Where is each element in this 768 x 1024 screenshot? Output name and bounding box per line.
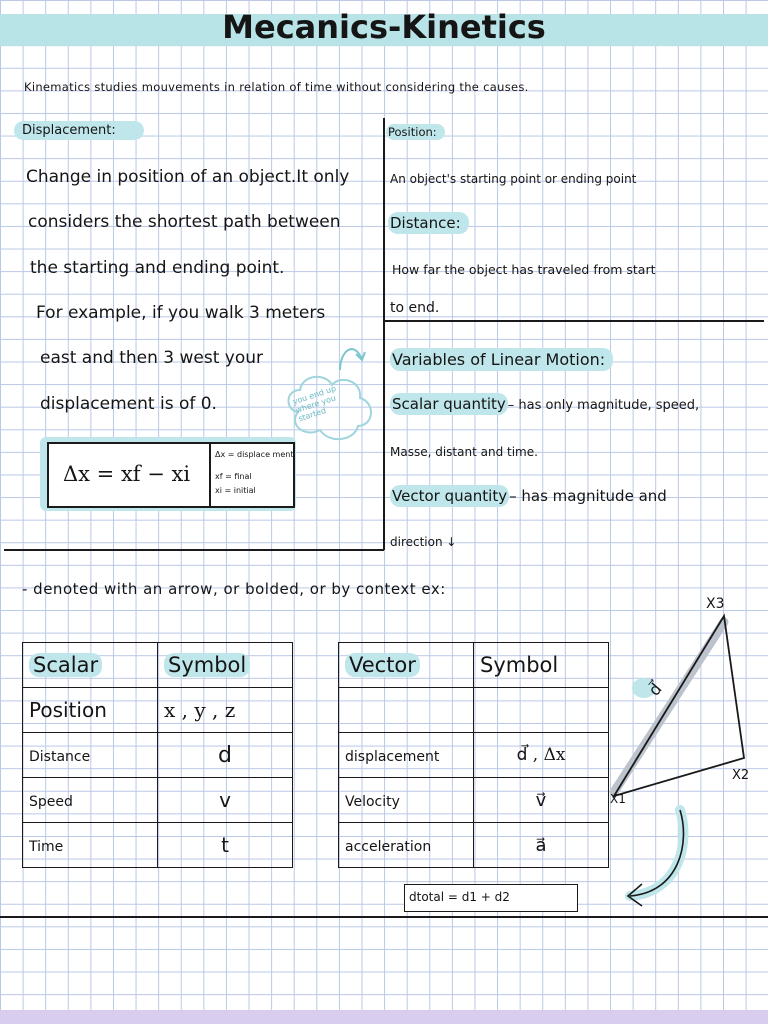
scalar-quantity-row <box>390 394 699 413</box>
table-row <box>339 733 609 778</box>
table-cell: a⃗ <box>535 834 547 856</box>
table-cell: d <box>218 742 232 768</box>
table-row <box>23 823 293 868</box>
table-row <box>23 688 293 733</box>
footer-strip <box>0 1010 768 1024</box>
table-header-symbol: Symbol <box>164 653 250 677</box>
doodle-note: you end up where you started <box>291 383 338 424</box>
vector-text: – has magnitude and <box>509 487 667 505</box>
displacement-line-5: east and then 3 west your <box>40 348 264 368</box>
formula-main: Δx = xf − xi <box>63 462 191 486</box>
displacement-line-2: considers the shortest path between <box>28 212 341 232</box>
table-row <box>339 688 609 733</box>
distance-heading: Distance: <box>388 212 469 234</box>
label-x1: X1 <box>610 792 626 806</box>
right-section-rule <box>384 320 764 322</box>
displacement-heading: Displacement: <box>14 121 144 140</box>
symbol-table-vector <box>338 642 609 868</box>
table-cell: d⃗ , Δx <box>516 745 566 765</box>
label-x3: X3 <box>706 596 725 612</box>
table-cell: x , y , z <box>164 698 236 722</box>
table-header-row <box>23 643 293 688</box>
denoted-text: - denoted with an arrow, or bolded, or by context ex: <box>22 580 446 598</box>
displacement-triangle-diagram <box>600 592 768 922</box>
scalar-text: – has only magnitude, speed, <box>507 398 700 413</box>
displacement-line-4: For example, if you walk 3 meters <box>36 303 326 323</box>
distance-line-2: to end. <box>390 300 440 316</box>
formula-legend-1: Δx = displace ment <box>215 450 294 459</box>
dtotal-text: dtotal = d1 + d2 <box>409 890 510 904</box>
table-header-vector: Vector <box>345 653 420 677</box>
table-header-row <box>339 643 609 688</box>
page-title: Mecanics-Kinetics <box>222 8 546 46</box>
vector-label: Vector quantity <box>392 487 508 505</box>
scalar-label: Scalar quantity <box>392 395 506 413</box>
table-cell: v⃗ <box>535 789 547 811</box>
table-cell: displacement <box>345 748 440 765</box>
table-cell: Position <box>29 698 107 722</box>
displacement-line-6: displacement is of 0. <box>40 394 217 414</box>
table-cell: acceleration <box>345 838 432 855</box>
table-cell: t <box>221 833 229 857</box>
vector-text-2: direction ↓ <box>390 535 457 549</box>
label-x2: X2 <box>732 768 750 783</box>
table-cell: Velocity <box>345 793 400 810</box>
table-row <box>339 823 609 868</box>
displacement-line-1: Change in position of an object.It only <box>26 167 350 187</box>
vector-quantity-row <box>390 486 667 505</box>
table-row <box>23 778 293 823</box>
position-heading: Position: <box>386 124 445 140</box>
symbol-table-scalar <box>22 642 293 868</box>
table-row <box>23 733 293 778</box>
formula-legend-2: xf = final <box>215 472 252 481</box>
scalar-text-2: Masse, distant and time. <box>390 445 538 459</box>
dtotal-box <box>404 884 578 912</box>
table-header-scalar: Scalar <box>29 653 102 677</box>
table-cell: Distance <box>29 748 91 765</box>
table-cell: v <box>219 788 231 812</box>
displacement-line-3: the starting and ending point. <box>30 258 285 278</box>
formula-box <box>47 442 295 508</box>
left-section-rule <box>4 549 384 551</box>
intro-text: Kinematics studies mouvements in relation of time without considering the causes. <box>24 80 529 94</box>
table-header-symbol-2: Symbol <box>480 653 559 677</box>
diagram-d-label: d⃗ <box>644 679 666 700</box>
column-divider <box>383 118 385 550</box>
table-row <box>339 778 609 823</box>
position-text: An object's starting point or ending point <box>390 172 637 186</box>
table-cell: Time <box>29 838 64 855</box>
table-cell: Speed <box>29 793 73 810</box>
variables-heading: Variables of Linear Motion: <box>390 348 613 371</box>
formula-divider <box>209 444 211 506</box>
distance-line-1: How far the object has traveled from start <box>392 262 656 277</box>
formula-legend-3: xi = initial <box>215 486 256 495</box>
